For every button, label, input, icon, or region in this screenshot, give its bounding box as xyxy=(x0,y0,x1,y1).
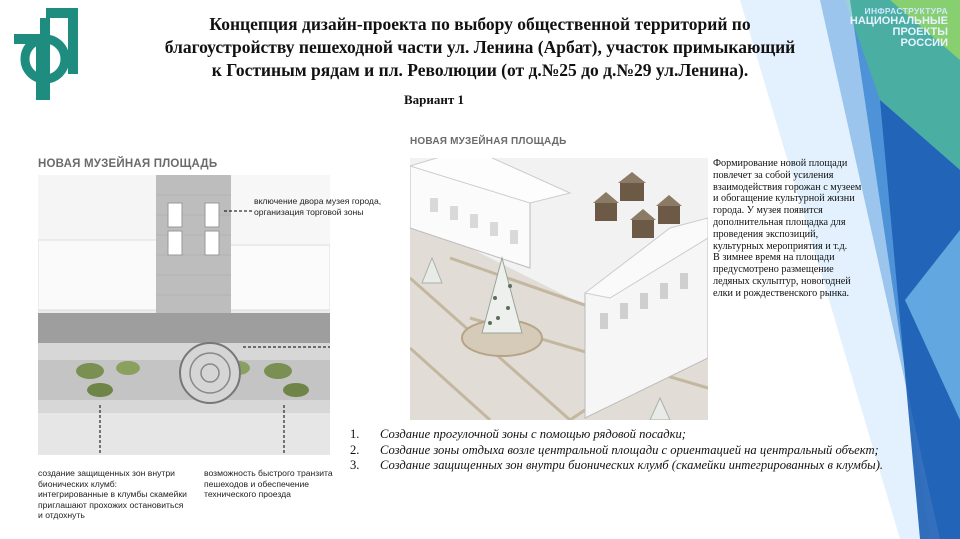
list-item-number: 3. xyxy=(350,458,360,473)
title-line-1: Концепция дизайн-проекта по выбору общественной территорий по xyxy=(209,14,751,34)
description-paragraph-2: В зимнее время на площади предусмотрено размещение ледяных скульптур, новогодней елки и рождественского рынка. xyxy=(713,252,851,299)
np-logo-line1: НАЦИОНАЛЬНЫЕ xyxy=(849,15,948,27)
title-line-3: к Гостиным рядам и пл. Революции (от д.№25 до д.№29 ул.Ленина). xyxy=(211,60,749,80)
description-paragraph-1: Формирование новой площади повлечет за собой усиления взаимодействия горожан с музеем и обогащение культурной жизни города. У музея появится дополнительная площадка для проведения экспозиций, культурных мероприятия и т.д. xyxy=(713,158,862,252)
measures-list xyxy=(350,427,900,474)
title-line-2: благоустройству пешеходной части ул. Ленина (Арбат), участок примыкающий xyxy=(164,37,796,57)
list-item-text: Создание защищенных зон внутри бионических клумб (скамейки интегрированных в клумбы). xyxy=(380,458,884,473)
np-logo-line3: РОССИИ xyxy=(900,37,948,49)
list-item xyxy=(350,427,900,443)
fund-logo-icon xyxy=(6,4,82,104)
national-projects-logo xyxy=(848,6,948,49)
list-item-text: Создание зоны отдыха возле центральной площади с ориентацией на центральный объект; xyxy=(380,442,879,457)
site-plan-image xyxy=(38,175,330,455)
perspective-render-image xyxy=(410,158,708,420)
list-item xyxy=(350,458,900,474)
plan-section-label: НОВАЯ МУЗЕЙНАЯ ПЛОЩАДЬ xyxy=(38,158,218,170)
np-logo-top: ИНФРАСТРУКТУРА xyxy=(864,6,948,16)
np-logo-line2: ПРОЕКТЫ xyxy=(892,26,948,38)
page-title xyxy=(110,13,850,82)
list-item-text: Создание прогулочной зоны с помощью рядовой посадки; xyxy=(380,427,687,441)
annotation-courtyard: включение двора музея города, организация торговой зоны xyxy=(254,196,382,217)
variant-label: Вариант 1 xyxy=(404,92,465,107)
list-item-number: 2. xyxy=(350,442,360,457)
list-item xyxy=(350,443,900,459)
list-item-number: 1. xyxy=(350,427,360,441)
annotation-protected-zones: создание защищенных зон внутри бионических клумб: интегрированные в клумбы скамейки приглашают прохожих остановиться и отдохнуть xyxy=(38,468,187,520)
perspective-section-label: НОВАЯ МУЗЕЙНАЯ ПЛОЩАДЬ xyxy=(410,136,567,147)
annotation-transit: возможность быстрого транзита пешеходов и обеспечение технического проезда xyxy=(204,468,333,499)
description-text xyxy=(713,158,863,300)
